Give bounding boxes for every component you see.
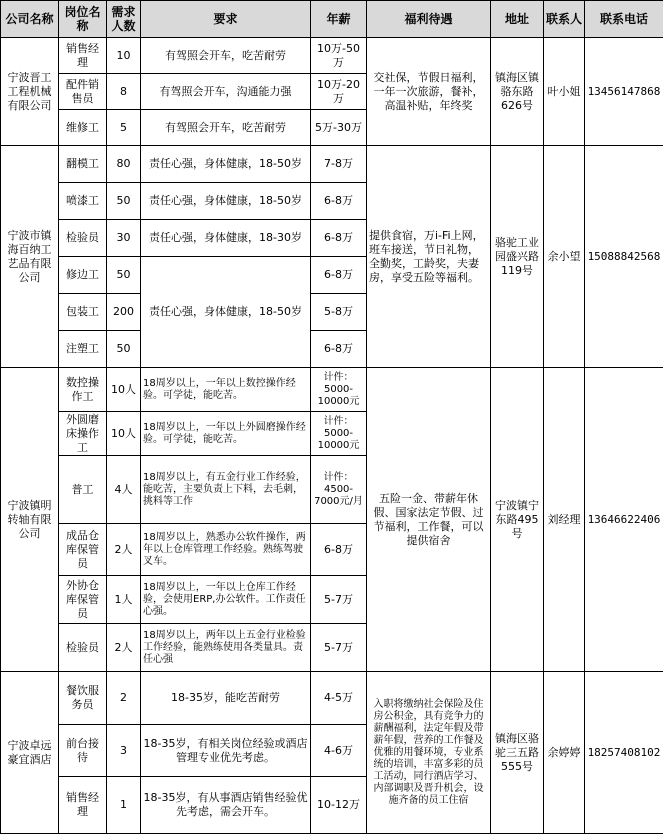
job-count: 2人 — [107, 524, 141, 576]
job-requirement: 18-35岁，有相关岗位经验或酒店管理专业优先考虑。 — [141, 725, 311, 777]
job-requirement: 18-35岁，有从事酒店销售经验优先考虑，需会开车。 — [141, 777, 311, 834]
table-row — [1, 38, 663, 74]
header-requirement: 要求 — [141, 1, 311, 38]
job-requirement: 有驾照会开车，吃苦耐劳 — [141, 38, 311, 74]
company-name: 宁波市镇海百纳工艺品有限公司 — [1, 146, 59, 368]
job-count: 2人 — [107, 624, 141, 672]
company-phone: 15088842568 — [585, 146, 663, 368]
job-count: 30 — [107, 220, 141, 257]
header-contact: 联系人 — [544, 1, 585, 38]
job-title: 包装工 — [59, 294, 107, 331]
job-salary: 10万-50万 — [311, 38, 367, 74]
job-title: 喷漆工 — [59, 183, 107, 220]
company-welfare: 五险一金、带薪年休假、国家法定节假、过节福利，工作餐，可以提供宿舍 — [367, 368, 491, 672]
job-requirement: 18周岁以上，一年以上仓库工作经验，会使用ERP,办公软件。工作责任心强。 — [141, 576, 311, 624]
job-salary: 计件：4500-7000元/月 — [311, 456, 367, 524]
job-salary: 5万-30万 — [311, 110, 367, 146]
job-title: 检验员 — [59, 624, 107, 672]
job-title: 销售经理 — [59, 777, 107, 834]
job-requirement: 18周岁以上，有五金行业工作经验，能吃苦，主要负责上下料，去毛刺，挑料等工作 — [141, 456, 311, 524]
job-title: 外协仓库保管员 — [59, 576, 107, 624]
job-salary: 6-8万 — [311, 331, 367, 368]
company-welfare: 提供食宿，万i-Fi上网，班车接送，节日礼物，全勤奖，工龄奖，夫妻房，享受五险等福利。 — [367, 146, 491, 368]
job-count: 50 — [107, 183, 141, 220]
job-salary: 5-7万 — [311, 576, 367, 624]
job-count: 1 — [107, 777, 141, 834]
job-salary: 计件：5000-10000元 — [311, 412, 367, 456]
job-salary: 6-8万 — [311, 257, 367, 294]
job-requirement: 18周岁以上，一年以上数控操作经验。可学徒，能吃苦。 — [141, 368, 311, 412]
job-count: 2 — [107, 672, 141, 725]
job-salary: 5-7万 — [311, 624, 367, 672]
job-salary: 4-5万 — [311, 672, 367, 725]
job-requirement: 责任心强，身体健康，18-50岁 — [141, 183, 311, 220]
company-contact: 余小望 — [544, 146, 585, 368]
header-welfare: 福利待遇 — [367, 1, 491, 38]
job-count: 10人 — [107, 412, 141, 456]
job-title: 注塑工 — [59, 331, 107, 368]
header-count: 需求人数 — [107, 1, 141, 38]
job-salary: 7-8万 — [311, 146, 367, 183]
header-address: 地址 — [491, 1, 544, 38]
job-salary: 计件：5000-10000元 — [311, 368, 367, 412]
company-address: 骆驼工业园盛兴路119号 — [491, 146, 544, 368]
company-name: 宁波卓远豪宜酒店 — [1, 672, 59, 834]
job-salary: 6-8万 — [311, 524, 367, 576]
company-phone: 13456147868 — [585, 38, 663, 146]
company-contact: 刘经理 — [544, 368, 585, 672]
company-address: 镇海区骆驼三五路555号 — [491, 672, 544, 834]
job-count: 50 — [107, 331, 141, 368]
job-requirement: 18周岁以上，一年以上外圆磨操作经验。可学徒，能吃苦。 — [141, 412, 311, 456]
job-title: 检验员 — [59, 220, 107, 257]
header-position: 岗位名称 — [59, 1, 107, 38]
job-count: 50 — [107, 257, 141, 294]
job-requirement: 18周岁以上，两年以上五金行业检验工作经验，能熟练使用各类量具。责任心强 — [141, 624, 311, 672]
job-salary: 5-8万 — [311, 294, 367, 331]
job-count: 3 — [107, 725, 141, 777]
table-row — [1, 368, 663, 412]
job-count: 1人 — [107, 576, 141, 624]
job-requirement: 18-35岁，能吃苦耐劳 — [141, 672, 311, 725]
company-name: 宁波晋工工程机械有限公司 — [1, 38, 59, 146]
job-requirement: 责任心强，身体健康，18-30岁 — [141, 220, 311, 257]
job-title: 前台接待 — [59, 725, 107, 777]
job-salary: 10-12万 — [311, 777, 367, 834]
job-count: 4人 — [107, 456, 141, 524]
job-title: 维修工 — [59, 110, 107, 146]
company-welfare: 交社保，节假日福利，一年一次旅游，餐补，高温补贴，年终奖 — [367, 38, 491, 146]
header-company: 公司名称 — [1, 1, 59, 38]
company-address: 镇海区镇骆东路626号 — [491, 38, 544, 146]
job-salary: 4-6万 — [311, 725, 367, 777]
header-salary: 年薪 — [311, 1, 367, 38]
job-title: 配件销售员 — [59, 74, 107, 110]
company-contact: 余婷婷 — [544, 672, 585, 834]
job-title: 成品仓库保管员 — [59, 524, 107, 576]
job-title: 外圆磨床操作工 — [59, 412, 107, 456]
job-count: 80 — [107, 146, 141, 183]
company-name: 宁波镇明转轴有限公司 — [1, 368, 59, 672]
job-count: 5 — [107, 110, 141, 146]
job-salary: 10万-20万 — [311, 74, 367, 110]
job-salary: 6-8万 — [311, 220, 367, 257]
job-salary: 6-8万 — [311, 183, 367, 220]
company-phone: 13646622406 — [585, 368, 663, 672]
job-title: 普工 — [59, 456, 107, 524]
table-row — [1, 672, 663, 725]
job-requirement: 有驾照会开车，吃苦耐劳 — [141, 110, 311, 146]
company-contact: 叶小姐 — [544, 38, 585, 146]
job-requirement: 责任心强，身体健康，18-50岁 — [141, 257, 311, 368]
job-title: 翻模工 — [59, 146, 107, 183]
job-count: 8 — [107, 74, 141, 110]
job-requirement: 责任心强，身体健康，18-50岁 — [141, 146, 311, 183]
job-title: 数控操作工 — [59, 368, 107, 412]
company-phone: 18257408102 — [585, 672, 663, 834]
job-count: 10 — [107, 38, 141, 74]
job-count: 10人 — [107, 368, 141, 412]
table-row — [1, 146, 663, 183]
job-count: 200 — [107, 294, 141, 331]
header-row — [1, 1, 663, 38]
job-requirement: 有驾照会开车，沟通能力强 — [141, 74, 311, 110]
job-title: 修边工 — [59, 257, 107, 294]
company-welfare: 入职将缴纳社会保险及住房公积金，具有竞争力的薪酬福利，法定年假及带薪年假，营养的工作餐及优雅的用餐环境，专业系统的培训，丰富多彩的员工活动，同行酒店学习、内部调职及晋升机会，设施齐备的员工住宿 — [367, 672, 491, 834]
company-address: 宁波镇宁东路495号 — [491, 368, 544, 672]
header-phone: 联系电话 — [585, 1, 663, 38]
job-title: 餐饮服务员 — [59, 672, 107, 725]
job-requirement: 18周岁以上，熟悉办公软件操作，两年以上仓库管理工作经验。熟练驾驶叉车。 — [141, 524, 311, 576]
job-title: 销售经理 — [59, 38, 107, 74]
